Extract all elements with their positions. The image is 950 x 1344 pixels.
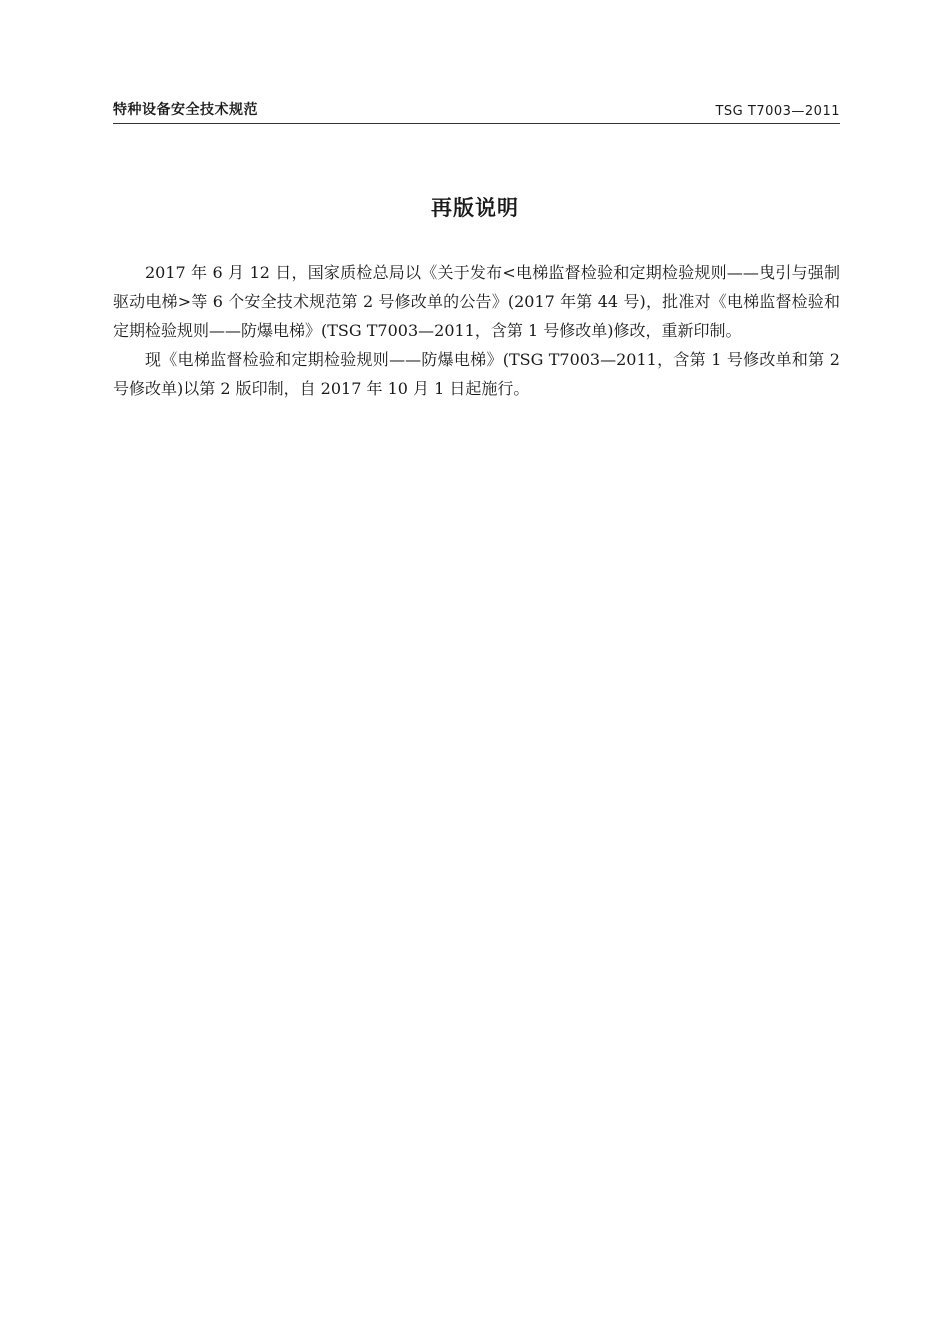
paragraph: 现《电梯监督检验和定期检验规则——防爆电梯》(TSG T7003—2011，含第 1 号修改单和第 2 号修改单)以第 2 版印制，自 2017 年 10 月 1 日起施行。 <box>113 350 840 398</box>
paragraph: 2017 年 6 月 12 日，国家质检总局以《关于发布<电梯监督检验和定期检验规则——曳引与强制驱动电梯>等 6 个安全技术规范第 2 号修改单的公告》(2017 年第 44 号)，批准对《电梯监督检验和定期检验规则——防爆电梯》(TSG T7003—2011，含第 1 号修改单)修改，重新印制。 <box>113 263 840 340</box>
document-body <box>113 258 840 403</box>
page-title: 再版说明 <box>431 196 519 220</box>
header-standard-code: TSG T7003—2011 <box>715 104 840 119</box>
header-series-title: 特种设备安全技术规范 <box>113 102 258 118</box>
page-header <box>113 98 840 124</box>
